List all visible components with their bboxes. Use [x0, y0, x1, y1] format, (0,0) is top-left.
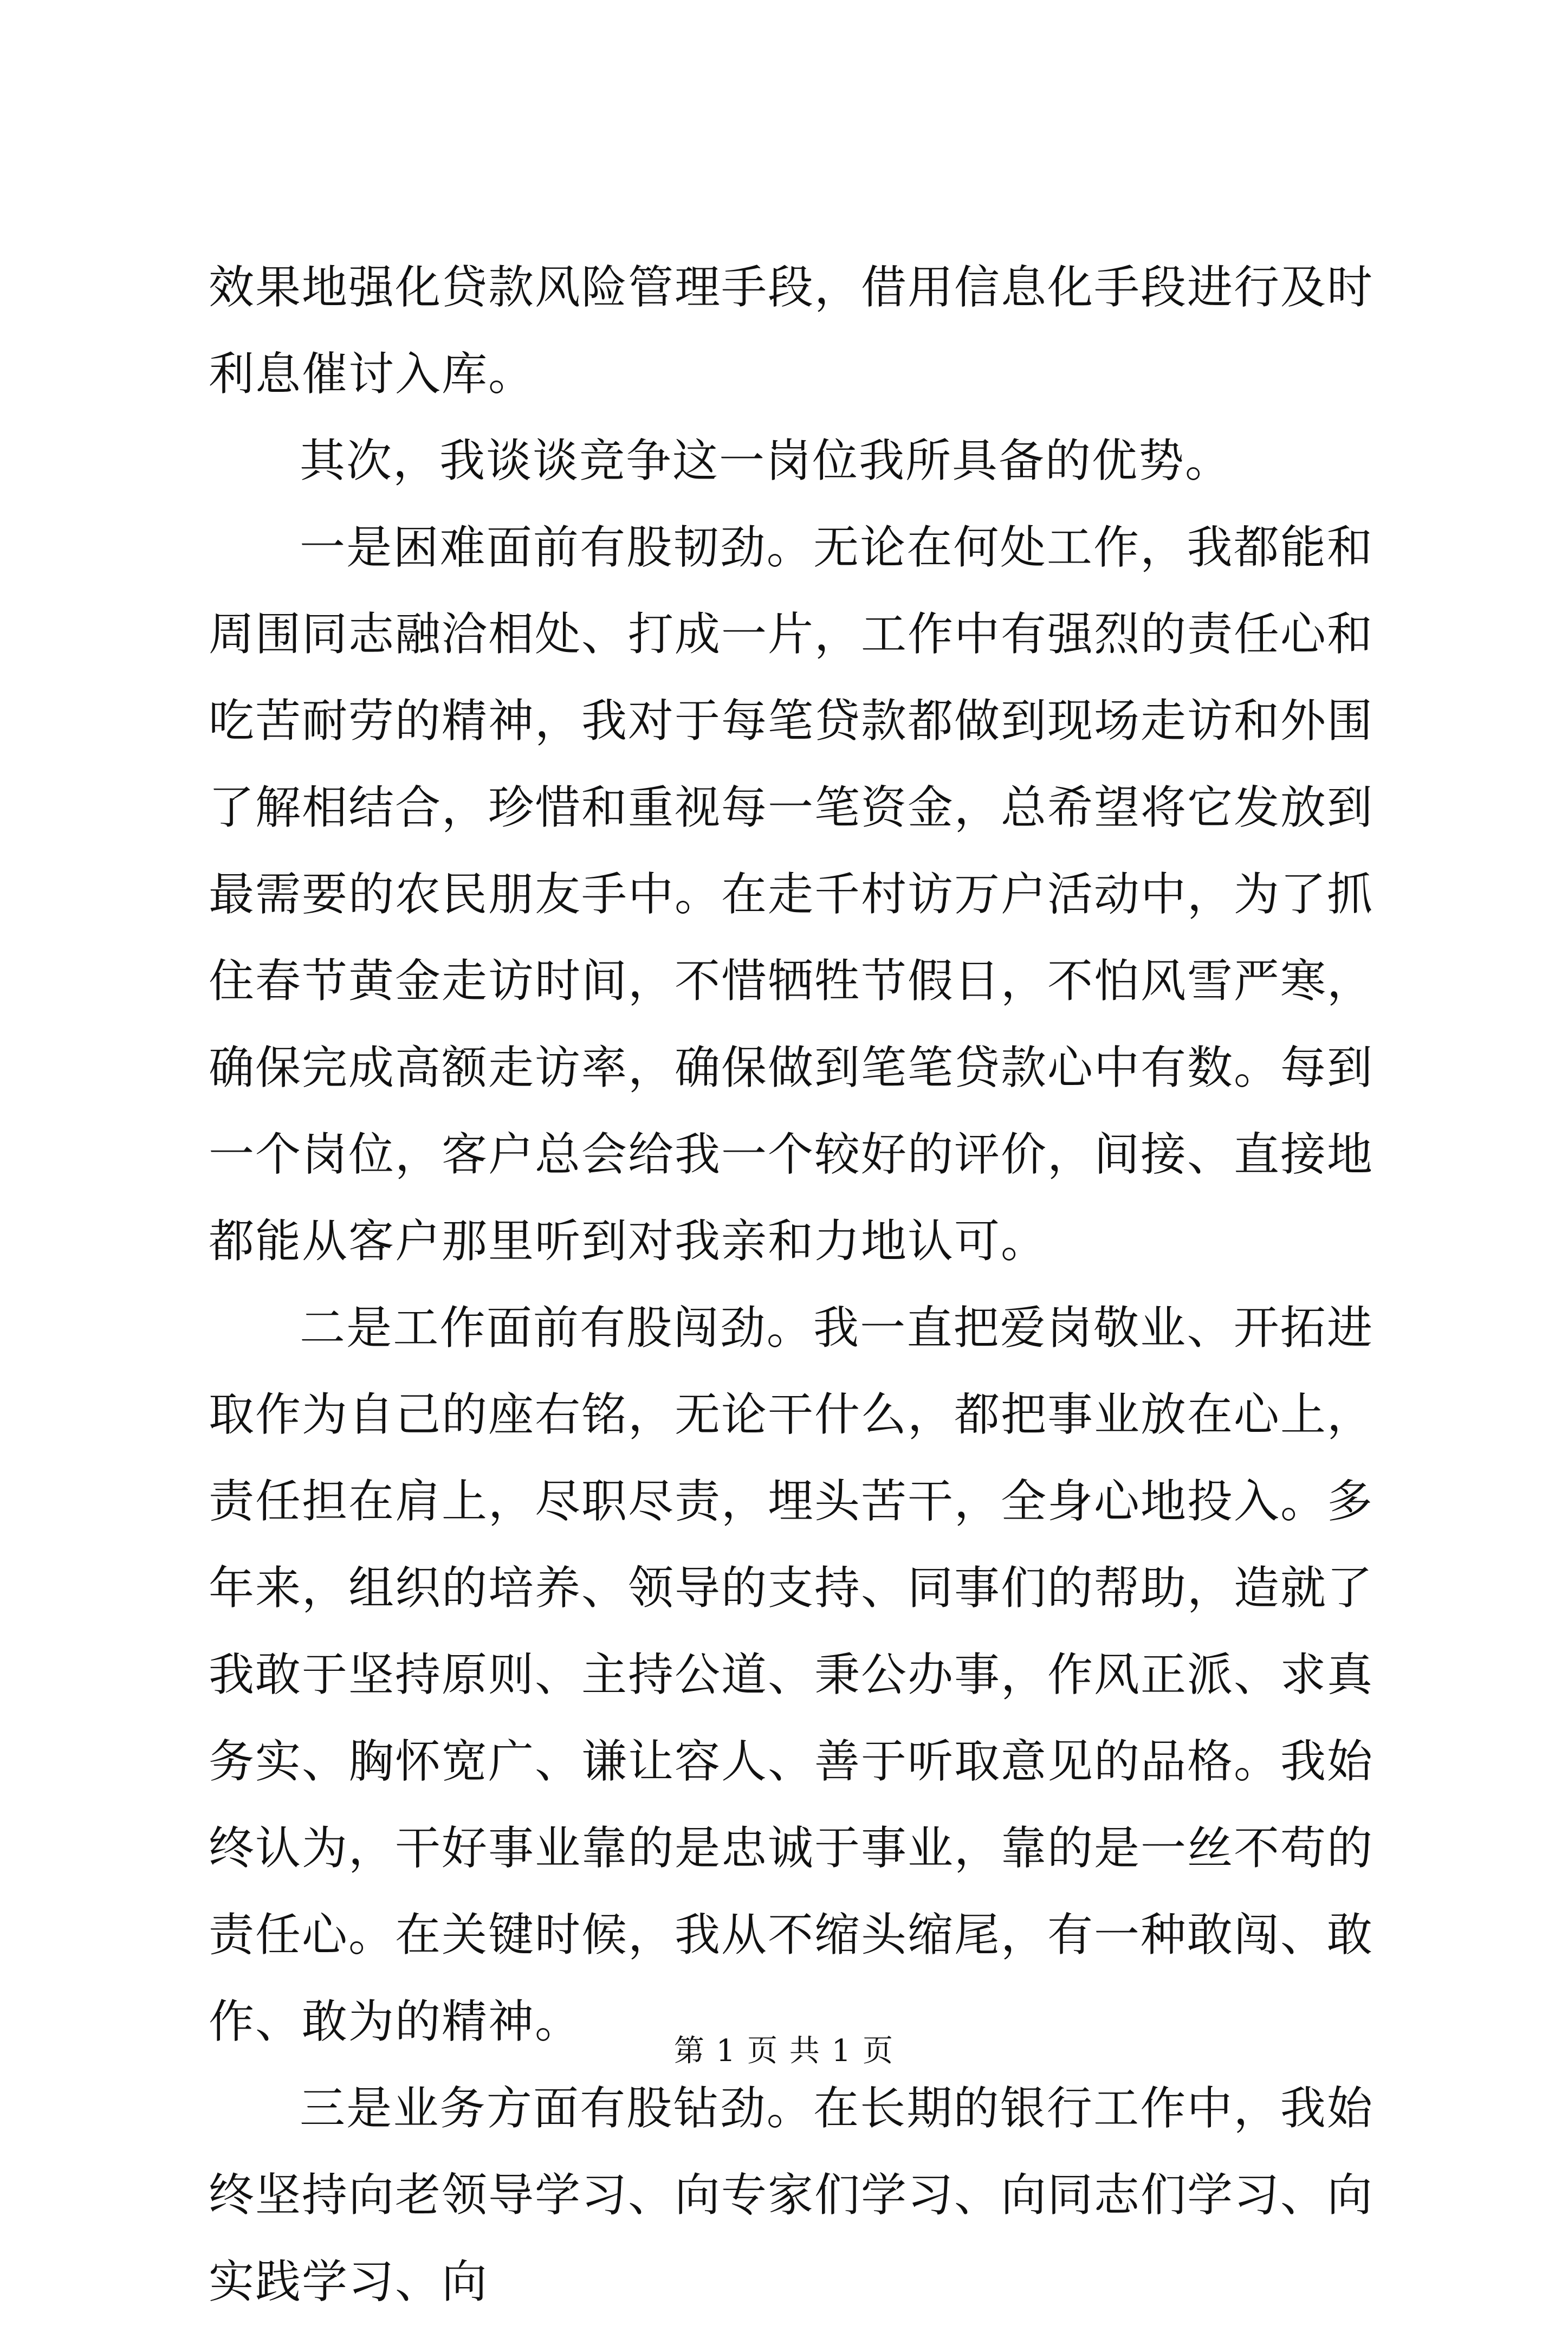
document-body [209, 244, 1373, 2325]
paragraph-advantage-3: 三是业务方面有股钻劲。在长期的银行工作中，我始终坚持向老领导学习、向专家们学习、向同志们学习、向实践学习、向 [209, 2082, 1374, 2308]
page-footer: 第 1 页 共 1 页 [673, 2033, 895, 2069]
paragraph-advantage-1: 一是困难面前有股韧劲。无论在何处工作，我都能和周围同志融洽相处、打成一片，工作中有强烈的责任心和吃苦耐劳的精神，我对于每笔贷款都做到现场走访和外围了解相结合，珍惜和重视每一笔资金，总希望将它发放到最需要的农民朋友手中。在走千村访万户活动中，为了抓住春节黄金走访时间，不惜牺牲节假日，不怕风雪严寒，确保完成高额走访率，确保做到笔笔贷款心中有数。每到一个岗位，客户总会给我一个较好的评价，间接、直接地都能从客户那里听到对我亲和力地认可。 [209, 521, 1374, 1268]
paragraph-continuation: 效果地强化贷款风险管理手段，借用信息化手段进行及时利息催讨入库。 [209, 261, 1374, 401]
paragraph-advantages-intro: 其次，我谈谈竞争这一岗位我所具备的优势。 [300, 434, 1232, 487]
paragraph-advantage-2: 二是工作面前有股闯劲。我一直把爱岗敬业、开拓进取作为自己的座右铭，无论干什么，都把事业放在心上，责任担在肩上，尽职尽责，埋头苦干，全身心地投入。多年来，组织的培养、领导的支持、同事们的帮助，造就了我敢于坚持原则、主持公道、秉公办事，作风正派、求真务实、胸怀宽广、谦让容人、善于听取意见的品格。我始终认为，干好事业靠的是忠诚于事业，靠的是一丝不苟的责任心。在关键时候，我从不缩头缩尾，有一种敢闯、敢作、敢为的精神。 [209, 1301, 1374, 2048]
